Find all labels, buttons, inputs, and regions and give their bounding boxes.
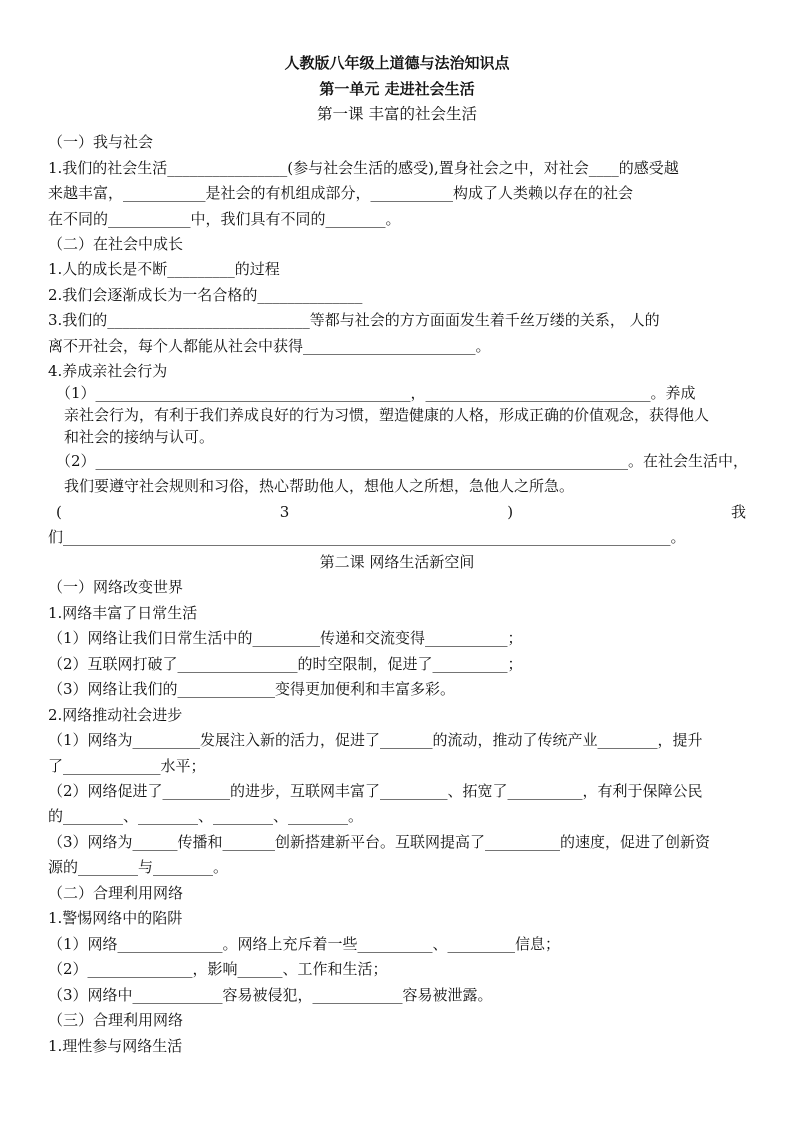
paragraph-line: （1）网络让我们日常生活中的_________传递和交流变得___________；: [48, 629, 523, 647]
paragraph-line: 1.我们的社会生活________________(参与社会生活的感受),置身社会之中，对社会____的感受越: [48, 159, 679, 177]
paragraph-line: （3）网络中____________容易被侵犯，____________容易被泄露。: [48, 986, 493, 1004]
paragraph-line: 来越丰富，___________是社会的有机组成部分，___________构成了人类赖以存在的社会: [48, 184, 634, 202]
paragraph-line: 2.我们会逐渐成长为一名合格的______________: [48, 286, 363, 304]
paragraph-line: 我们要遵守社会规则和习俗，热心帮助他人，想他人之所想，急他人之所急。: [64, 477, 575, 495]
paragraph-line: [56, 502, 746, 522]
paragraph-line: （2）______________，影响______、工作和生活；: [48, 960, 388, 978]
section-heading: （一）我与社会: [48, 133, 154, 151]
section-heading: （二）合理利用网络: [48, 884, 184, 902]
unit-title: 第一单元 走进社会生活: [319, 80, 475, 98]
paragraph-line: 1.理性参与网络生活: [48, 1037, 183, 1055]
section-heading: （三）合理利用网络: [48, 1011, 184, 1029]
section-heading: （一）网络改变世界: [48, 578, 184, 596]
paragraph-line: 2.网络推动社会进步: [48, 706, 183, 724]
paragraph-line: 们_________________________________________________________________________________。: [48, 528, 686, 546]
paragraph-line: 和社会的接纳与认可。: [64, 428, 215, 446]
paragraph-line: （1）网络______________。网络上充斥着一些__________、_________信息；: [48, 935, 561, 953]
paragraph-line: 1.人的成长是不断_________的过程: [48, 260, 280, 278]
lesson-title: 第一课 丰富的社会生活: [317, 105, 477, 123]
paragraph-line: （1）__________________________________________，______________________________。养成: [56, 384, 696, 402]
paragraph-line: （2）网络促进了_________的进步，互联网丰富了_________、拓宽了__________，有利于保障公民: [48, 782, 703, 800]
paragraph-line: 的________、________、________、________。: [48, 807, 364, 825]
paragraph-line: 离不开社会，每个人都能从社会中获得_______________________。: [48, 337, 491, 355]
paragraph-line: 源的________与________。: [48, 858, 229, 876]
paragraph-line: 4.养成亲社会行为: [48, 362, 168, 380]
lesson-title: 第二课 网络生活新空间: [319, 553, 475, 571]
paragraph-line: 了_____________水平；: [48, 757, 206, 775]
section-heading: （二）在社会中成长: [48, 235, 184, 253]
open-paren: (: [56, 503, 62, 521]
item-word: 我: [730, 503, 746, 521]
paragraph-line: 在不同的___________中，我们具有不同的________。: [48, 210, 401, 228]
paragraph-line: （1）网络为_________发展注入新的活力，促进了_______的流动，推动了传统产业________，提升: [48, 731, 703, 749]
paragraph-line: （2）_______________________________________________________________________。在社会生活中，: [56, 452, 749, 470]
paragraph-line: （3）网络让我们的_____________变得更加便利和丰富多彩。: [48, 680, 456, 698]
document-title: 人教版八年级上道德与法治知识点: [284, 54, 510, 72]
item-number: 3: [279, 503, 290, 521]
paragraph-line: 亲社会行为，有利于我们养成良好的行为习惯，塑造健康的人格，形成正确的价值观念，获得他人: [64, 406, 710, 424]
paragraph-line: 1.网络丰富了日常生活: [48, 604, 198, 622]
paragraph-line: 1.警惕网络中的陷阱: [48, 909, 183, 927]
paragraph-line: （2）互联网打破了________________的时空限制，促进了__________；: [48, 655, 523, 673]
paragraph-line: 3.我们的___________________________等都与社会的方方面面发生着千丝万缕的关系， 人的: [48, 311, 660, 329]
close-paren: ): [507, 503, 514, 521]
paragraph-line: （3）网络为______传播和_______创新搭建新平台。互联网提高了__________的速度，促进了创新资: [48, 833, 711, 851]
